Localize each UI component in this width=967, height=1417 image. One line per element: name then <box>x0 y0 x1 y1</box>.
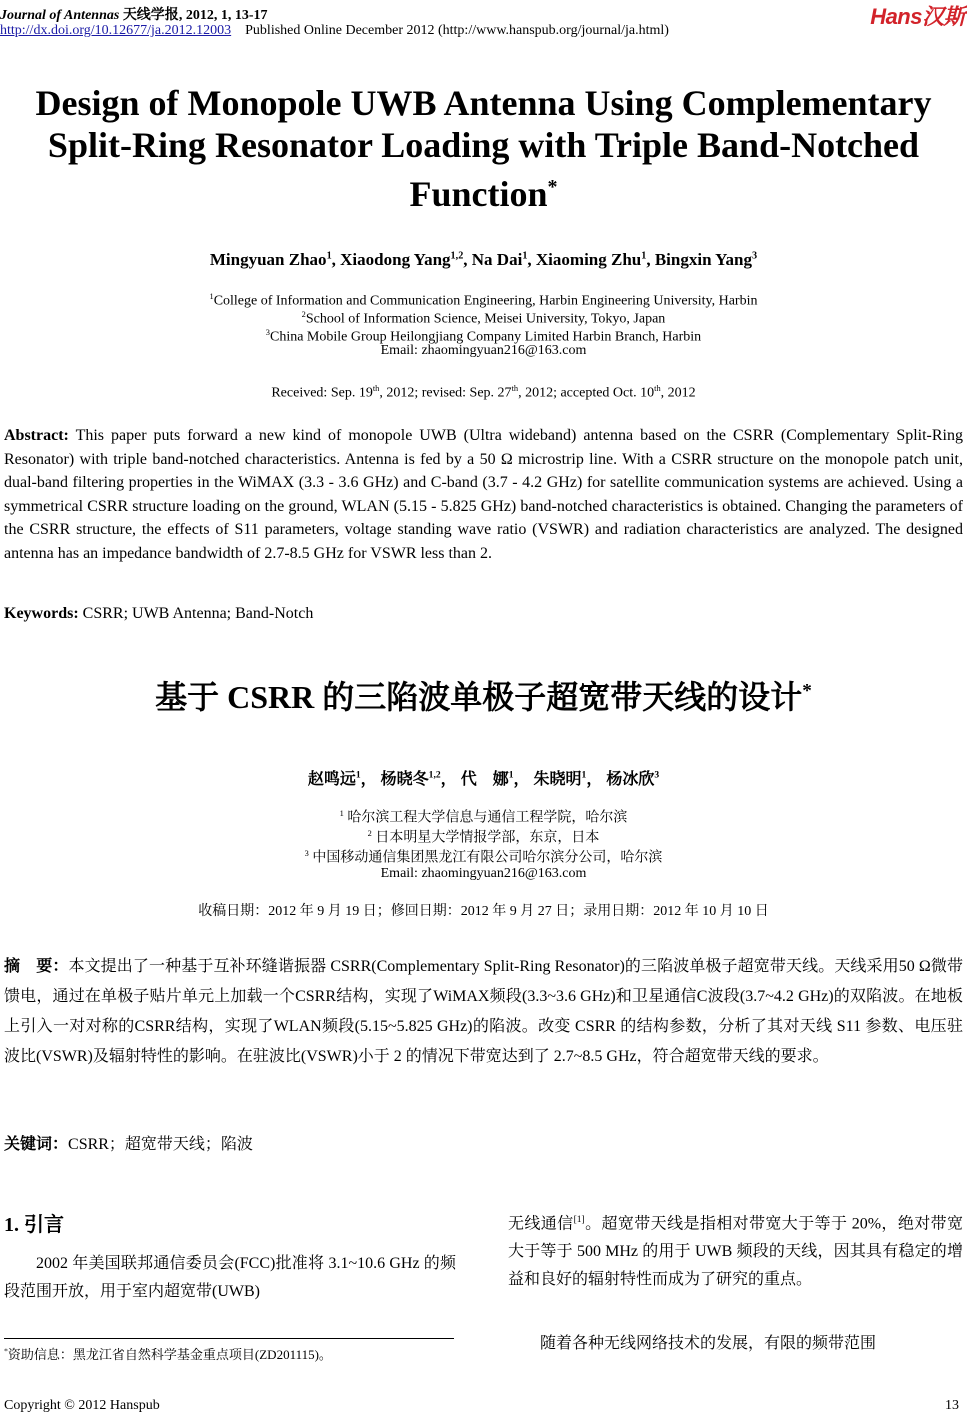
title-footnote-mark: * <box>547 176 558 198</box>
footnote-divider <box>4 1338 454 1339</box>
keywords-label: Keywords: <box>4 605 79 622</box>
author: Xiaodong Yang$^{1,2}$, <box>340 250 472 269</box>
body-paragraph: 随着各种无线网络技术的发展，有限的频带范围 <box>540 1335 877 1352</box>
paper-title <box>0 82 967 215</box>
keywords-label-cn: 关键词： <box>4 1136 69 1153</box>
author-list-cn <box>0 766 967 789</box>
affiliation-cn: $^2$ 日本明星大学情报学部，东京，日本 <box>367 829 600 846</box>
doi-link[interactable]: http://dx.doi.org/10.12677/ja.2012.12003 <box>0 23 232 38</box>
author: Xiaoming Zhu$^1$, <box>535 250 655 269</box>
author: Na Dai$^1$, <box>471 250 536 269</box>
author-email-cn: Email: zhaomingyuan216@163.com <box>380 866 587 881</box>
body-paragraph: 2002 年美国联邦通信委员会(FCC)批准将 3.1~10.6 GHz 的频段范围开放，用于室内超宽带(UWB) <box>4 1255 456 1300</box>
author-cn: 杨晓冬$^{1,2}$， <box>380 769 457 788</box>
cn-title-footnote-mark: * <box>802 680 812 702</box>
paper-title-text: Design of Monopole UWB Antenna Using Complementary Split-Ring Resonator Loading with Triple Band-Notched Function <box>35 83 932 214</box>
author-cn: 赵鸣远$^1$， <box>307 769 377 788</box>
section-heading: 1. 引言 <box>4 1214 64 1236</box>
author: Mingyuan Zhao$^1$, <box>209 250 341 269</box>
abstract-label-cn: 摘 要： <box>4 958 69 975</box>
journal-name-cn: 天线学报 <box>122 8 179 23</box>
journal-name: Journal of Antennas <box>0 8 120 23</box>
copyright: Copyright © 2012 Hanspub <box>4 1398 160 1413</box>
paper-title-cn: 基于 CSRR 的三陷波单极子超宽带天线的设计* <box>155 679 812 715</box>
affiliation: $^3$China Mobile Group Heilongjiang Company Limited Harbin Branch, Harbin <box>265 328 702 345</box>
author-cn: 代 娜$^1$， <box>460 769 530 788</box>
abstract-en <box>4 424 963 565</box>
keywords-cn <box>4 1131 253 1154</box>
received-dates: Received: Sep. 19th, 2012; revised: Sep. 27th, 2012; accepted Oct. 10th, 2012 <box>271 384 696 401</box>
doi-line <box>0 23 669 39</box>
abstract-cn <box>4 952 963 1072</box>
keywords-text-cn: CSRR；超宽带天线；陷波 <box>68 1136 253 1153</box>
affiliation: $^2$School of Information Science, Meisei University, Tokyo, Japan <box>301 310 666 327</box>
page-number: 13 <box>945 1398 959 1413</box>
author: Bingxin Yang$^3$ <box>654 250 758 269</box>
abstract-label: Abstract: <box>4 427 69 444</box>
body-paragraph: 无线通信[1]。超宽带天线是指相对带宽大于等于 20%，绝对带宽大于等于 500 MHz 的用于 UWB 频段的天线，因其具有稳定的增益和良好的辐射特性而成为了研究的重点。 <box>508 1214 963 1289</box>
footnote: *资助信息：黑龙江省自然科学基金重点项目(ZD201115)。 <box>4 1346 332 1362</box>
affiliation-cn: $^3$ 中国移动通信集团黑龙江有限公司哈尔滨分公司，哈尔滨 <box>304 849 663 866</box>
author-email: Email: zhaomingyuan216@163.com <box>380 343 587 358</box>
journal-header <box>0 4 267 24</box>
abstract-text: This paper puts forward a new kind of monopole UWB (Ultra wideband) antenna based on the CSRR (Complementary Split-Ring Resonator) with triple band-notched characteristics. Antenna is fed by a 50 Ω microstrip line. With a CSRR structure on the monopole patch unit, dual-band filtering properties in the WiMAX (3.3 - 3.6 GHz) and C-band (3.7 - 4.2 GHz) for satellite communication systems are achieved. Using a symmetrical CSRR structure loading on the ground, WLAN (5.15 - 5.825 GHz) band-notched characteristics is obtained. Changing the parameters of the CSRR structure, the effects of S11 parameters, voltage standing wave ratio (VSWR) and radiation characteristics are analyzed. The designed antenna has an impedance bandwidth of 2.7-8.5 GHz for VSWR less than 2. <box>4 427 963 562</box>
abstract-text-cn: 本文提出了一种基于互补环缝谐振器 CSRR(Complementary Split-Ring Resonator)的三陷波单极子超宽带天线。天线采用50 Ω微带馈电，通过在单极子贴片单元上加载一个CSRR结构，实现了WiMAX频段(3.3~3.6 GHz)和卫星通信C波段(3.7~4.2 GHz)的双陷波。在地板上引入一对对称的CSRR结构，实现了WLAN频段(5.15~5.825 GHz)的陷波。改变 CSRR 的结构参数，分析了其对天线 S11 参数、电压驻波比(VSWR)及辐射特性的影响。在驻波比(VSWR)小于 2 的情况下带宽达到了 2.7~8.5 GHz，符合超宽带天线的要求。 <box>4 958 963 1065</box>
author-list <box>0 250 967 270</box>
hanspub-logo: Hans汉斯 <box>870 4 965 29</box>
affiliation-cn: $^1$ 哈尔滨工程大学信息与通信工程学院，哈尔滨 <box>339 809 628 826</box>
keywords-en <box>4 605 313 623</box>
published-info: Published Online December 2012 (http://www.hanspub.org/journal/ja.html) <box>245 23 669 38</box>
received-dates-cn: 收稿日期：2012 年 9 月 19 日；修回日期：2012 年 9 月 27 日；录用日期：2012 年 10 月 10 日 <box>198 904 769 919</box>
author-cn: 朱晓明$^1$， <box>533 769 603 788</box>
keywords-text: CSRR; UWB Antenna; Band-Notch <box>82 605 314 622</box>
affiliation: $^1$College of Information and Communication Engineering, Harbin Engineering University, Harbin <box>209 292 758 309</box>
journal-citation: , 2012, 1, 13-17 <box>178 8 268 23</box>
author-cn: 杨冰欣$^3$ <box>606 769 660 788</box>
citation-ref: [1] <box>573 1214 585 1225</box>
